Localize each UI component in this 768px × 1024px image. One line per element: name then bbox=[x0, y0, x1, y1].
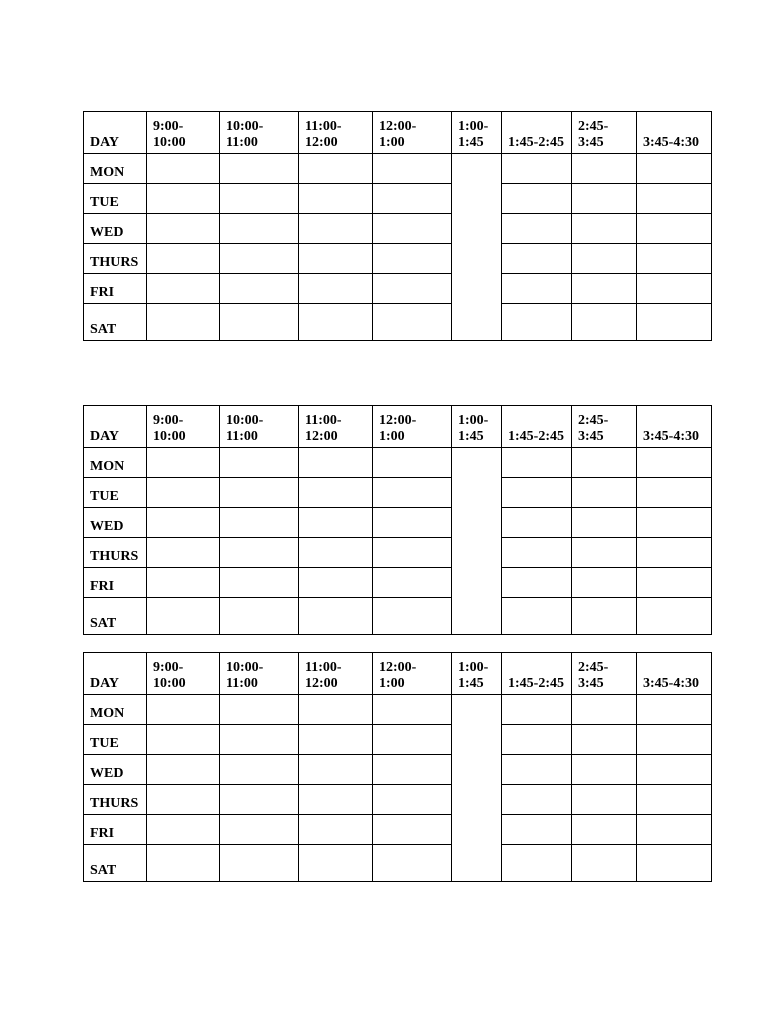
day-row bbox=[84, 274, 712, 304]
time-slot-header: 2:45- 3:45 bbox=[572, 406, 637, 448]
schedule-cell bbox=[572, 538, 637, 568]
time-slot-header: 11:00- 12:00 bbox=[299, 406, 373, 448]
day-row bbox=[84, 508, 712, 538]
schedule-cell bbox=[637, 538, 712, 568]
day-row bbox=[84, 448, 712, 478]
day-column-header: DAY bbox=[84, 653, 147, 695]
day-row bbox=[84, 214, 712, 244]
day-row bbox=[84, 478, 712, 508]
time-slot-header: 1:00- 1:45 bbox=[452, 406, 502, 448]
time-slot-header: 10:00- 11:00 bbox=[220, 112, 299, 154]
schedule-cell bbox=[147, 154, 220, 184]
schedule-cell bbox=[637, 184, 712, 214]
day-row bbox=[84, 845, 712, 882]
schedule-cell bbox=[220, 785, 299, 815]
day-label: THURS bbox=[84, 538, 147, 568]
schedule-cell bbox=[147, 755, 220, 785]
schedule-cell bbox=[572, 478, 637, 508]
day-row bbox=[84, 598, 712, 635]
schedule-cell bbox=[299, 244, 373, 274]
schedule-cell bbox=[299, 184, 373, 214]
day-label: TUE bbox=[84, 478, 147, 508]
day-label: SAT bbox=[84, 845, 147, 882]
schedule-cell bbox=[572, 785, 637, 815]
lunch-break-cell bbox=[452, 695, 502, 882]
schedule-cell bbox=[299, 478, 373, 508]
schedule-cell bbox=[220, 695, 299, 725]
schedule-cell bbox=[373, 815, 452, 845]
day-column-header: DAY bbox=[84, 406, 147, 448]
schedule-cell bbox=[220, 214, 299, 244]
day-label: MON bbox=[84, 448, 147, 478]
time-slot-header: 10:00- 11:00 bbox=[220, 406, 299, 448]
schedule-cell bbox=[572, 244, 637, 274]
day-row bbox=[84, 725, 712, 755]
schedule-cell bbox=[637, 695, 712, 725]
schedule-cell bbox=[373, 508, 452, 538]
day-row bbox=[84, 304, 712, 341]
schedule-cell bbox=[220, 815, 299, 845]
schedule-cell bbox=[147, 845, 220, 882]
schedule-cell bbox=[572, 304, 637, 341]
time-slot-header: 1:00- 1:45 bbox=[452, 112, 502, 154]
timetable bbox=[83, 652, 712, 882]
schedule-cell bbox=[502, 815, 572, 845]
schedule-cell bbox=[572, 184, 637, 214]
day-row bbox=[84, 154, 712, 184]
schedule-cell bbox=[637, 598, 712, 635]
schedule-cell bbox=[572, 448, 637, 478]
time-slot-header: 3:45-4:30 bbox=[637, 406, 712, 448]
schedule-cell bbox=[299, 568, 373, 598]
time-slot-header: 9:00- 10:00 bbox=[147, 653, 220, 695]
schedule-cell bbox=[147, 695, 220, 725]
schedule-cell bbox=[299, 725, 373, 755]
day-column-header: DAY bbox=[84, 112, 147, 154]
day-row bbox=[84, 538, 712, 568]
day-label: THURS bbox=[84, 244, 147, 274]
schedule-cell bbox=[637, 508, 712, 538]
day-label: TUE bbox=[84, 725, 147, 755]
schedule-cell bbox=[502, 154, 572, 184]
schedule-cell bbox=[637, 304, 712, 341]
schedule-cell bbox=[502, 448, 572, 478]
schedule-cell bbox=[220, 154, 299, 184]
schedule-cell bbox=[373, 695, 452, 725]
day-label: SAT bbox=[84, 304, 147, 341]
schedule-cell bbox=[220, 845, 299, 882]
schedule-cell bbox=[220, 244, 299, 274]
schedule-cell bbox=[373, 725, 452, 755]
day-label: WED bbox=[84, 508, 147, 538]
schedule-cell bbox=[147, 785, 220, 815]
schedule-cell bbox=[502, 184, 572, 214]
time-slot-header: 10:00- 11:00 bbox=[220, 653, 299, 695]
schedule-cell bbox=[502, 508, 572, 538]
day-row bbox=[84, 568, 712, 598]
schedule-cell bbox=[147, 508, 220, 538]
schedule-cell bbox=[572, 568, 637, 598]
schedule-cell bbox=[637, 214, 712, 244]
day-row bbox=[84, 244, 712, 274]
schedule-cell bbox=[637, 244, 712, 274]
schedule-cell bbox=[147, 568, 220, 598]
schedule-cell bbox=[502, 568, 572, 598]
schedule-cell bbox=[299, 815, 373, 845]
time-slot-header: 1:45-2:45 bbox=[502, 406, 572, 448]
schedule-cell bbox=[220, 538, 299, 568]
day-label: MON bbox=[84, 695, 147, 725]
schedule-cell bbox=[373, 538, 452, 568]
schedule-cell bbox=[637, 274, 712, 304]
schedule-cell bbox=[572, 755, 637, 785]
schedule-cell bbox=[572, 725, 637, 755]
schedule-cell bbox=[373, 568, 452, 598]
day-label: TUE bbox=[84, 184, 147, 214]
time-slot-header: 11:00- 12:00 bbox=[299, 112, 373, 154]
schedule-cell bbox=[299, 448, 373, 478]
schedule-cell bbox=[502, 725, 572, 755]
time-slot-header: 3:45-4:30 bbox=[637, 112, 712, 154]
header-row bbox=[84, 653, 712, 695]
header-row bbox=[84, 406, 712, 448]
schedule-cell bbox=[299, 304, 373, 341]
schedule-cell bbox=[502, 244, 572, 274]
schedule-cell bbox=[147, 244, 220, 274]
schedule-cell bbox=[147, 725, 220, 755]
schedule-cell bbox=[220, 478, 299, 508]
schedule-cell bbox=[637, 154, 712, 184]
schedule-cell bbox=[220, 448, 299, 478]
day-label: FRI bbox=[84, 568, 147, 598]
schedule-cell bbox=[373, 478, 452, 508]
schedule-cell bbox=[637, 815, 712, 845]
schedule-cell bbox=[373, 785, 452, 815]
schedule-cell bbox=[572, 695, 637, 725]
schedule-cell bbox=[147, 274, 220, 304]
schedule-cell bbox=[147, 214, 220, 244]
lunch-break-cell bbox=[452, 448, 502, 635]
schedule-cell bbox=[572, 815, 637, 845]
schedule-cell bbox=[220, 725, 299, 755]
time-slot-header: 9:00- 10:00 bbox=[147, 406, 220, 448]
time-slot-header: 12:00- 1:00 bbox=[373, 406, 452, 448]
time-slot-header: 1:45-2:45 bbox=[502, 653, 572, 695]
day-row bbox=[84, 755, 712, 785]
schedule-cell bbox=[373, 845, 452, 882]
schedule-cell bbox=[502, 214, 572, 244]
schedule-cell bbox=[220, 184, 299, 214]
schedule-cell bbox=[572, 154, 637, 184]
schedule-cell bbox=[220, 508, 299, 538]
schedule-cell bbox=[299, 845, 373, 882]
schedule-cell bbox=[502, 304, 572, 341]
schedule-cell bbox=[299, 154, 373, 184]
schedule-cell bbox=[502, 845, 572, 882]
time-slot-header: 3:45-4:30 bbox=[637, 653, 712, 695]
schedule-cell bbox=[373, 214, 452, 244]
schedule-cell bbox=[147, 304, 220, 341]
schedule-cell bbox=[502, 538, 572, 568]
day-label: MON bbox=[84, 154, 147, 184]
schedule-cell bbox=[572, 845, 637, 882]
schedule-cell bbox=[637, 568, 712, 598]
schedule-cell bbox=[637, 448, 712, 478]
schedule-cell bbox=[373, 274, 452, 304]
schedule-cell bbox=[502, 274, 572, 304]
schedule-cell bbox=[220, 568, 299, 598]
timetable bbox=[83, 111, 712, 341]
schedule-cell bbox=[637, 478, 712, 508]
day-row bbox=[84, 695, 712, 725]
schedule-cell bbox=[373, 184, 452, 214]
schedule-cell bbox=[220, 304, 299, 341]
schedule-cell bbox=[502, 785, 572, 815]
time-slot-header: 9:00- 10:00 bbox=[147, 112, 220, 154]
schedule-cell bbox=[299, 755, 373, 785]
day-label: FRI bbox=[84, 815, 147, 845]
schedule-cell bbox=[637, 845, 712, 882]
schedule-cell bbox=[502, 755, 572, 785]
day-label: WED bbox=[84, 755, 147, 785]
schedule-cell bbox=[299, 274, 373, 304]
schedule-cell bbox=[373, 244, 452, 274]
day-row bbox=[84, 815, 712, 845]
schedule-cell bbox=[147, 538, 220, 568]
schedule-cell bbox=[299, 508, 373, 538]
schedule-cell bbox=[147, 598, 220, 635]
time-slot-header: 12:00- 1:00 bbox=[373, 653, 452, 695]
day-label: SAT bbox=[84, 598, 147, 635]
header-row bbox=[84, 112, 712, 154]
schedule-cell bbox=[502, 598, 572, 635]
schedule-cell bbox=[147, 478, 220, 508]
day-row bbox=[84, 785, 712, 815]
schedule-cell bbox=[299, 538, 373, 568]
schedule-cell bbox=[220, 755, 299, 785]
schedule-cell bbox=[373, 304, 452, 341]
day-label: WED bbox=[84, 214, 147, 244]
schedule-cell bbox=[147, 184, 220, 214]
time-slot-header: 2:45- 3:45 bbox=[572, 112, 637, 154]
schedule-cell bbox=[147, 448, 220, 478]
time-slot-header: 11:00- 12:00 bbox=[299, 653, 373, 695]
schedule-cell bbox=[299, 785, 373, 815]
schedule-cell bbox=[637, 755, 712, 785]
schedule-cell bbox=[299, 598, 373, 635]
schedule-cell bbox=[299, 695, 373, 725]
schedule-cell bbox=[572, 274, 637, 304]
schedule-cell bbox=[637, 785, 712, 815]
schedule-cell bbox=[373, 598, 452, 635]
lunch-break-cell bbox=[452, 154, 502, 341]
schedule-cell bbox=[637, 725, 712, 755]
day-label: THURS bbox=[84, 785, 147, 815]
time-slot-header: 2:45- 3:45 bbox=[572, 653, 637, 695]
time-slot-header: 12:00- 1:00 bbox=[373, 112, 452, 154]
schedule-cell bbox=[220, 598, 299, 635]
schedule-cell bbox=[299, 214, 373, 244]
schedule-cell bbox=[572, 598, 637, 635]
day-label: FRI bbox=[84, 274, 147, 304]
schedule-cell bbox=[502, 478, 572, 508]
schedule-cell bbox=[373, 755, 452, 785]
schedule-cell bbox=[572, 214, 637, 244]
schedule-cell bbox=[147, 815, 220, 845]
schedule-cell bbox=[220, 274, 299, 304]
time-slot-header: 1:00- 1:45 bbox=[452, 653, 502, 695]
schedule-cell bbox=[373, 448, 452, 478]
schedule-cell bbox=[502, 695, 572, 725]
day-row bbox=[84, 184, 712, 214]
timetable bbox=[83, 405, 712, 635]
schedule-cell bbox=[373, 154, 452, 184]
time-slot-header: 1:45-2:45 bbox=[502, 112, 572, 154]
schedule-cell bbox=[572, 508, 637, 538]
